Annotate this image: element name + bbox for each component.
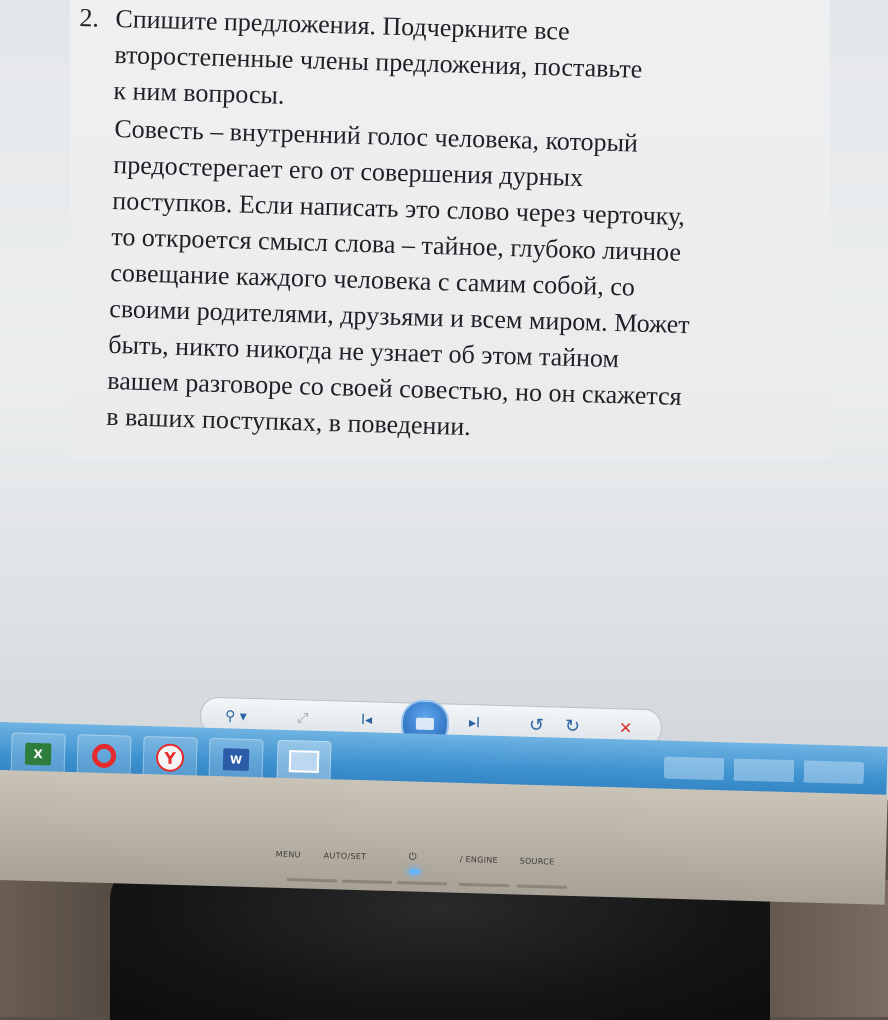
paragraph-line: вашем разговоре со своей совестью, но он скажется xyxy=(106,365,683,411)
rotate-left-button[interactable]: ↺ xyxy=(528,714,545,736)
source-label: SOURCE xyxy=(519,856,555,867)
task-instructions xyxy=(113,1,810,128)
engine-label: / ENGINE xyxy=(459,854,499,865)
taskbar-yandex[interactable] xyxy=(142,736,197,779)
menu-button[interactable] xyxy=(287,878,337,882)
menu-label: MENU xyxy=(275,849,301,860)
delete-button[interactable]: ✕ xyxy=(618,717,633,738)
autoset-button[interactable] xyxy=(342,880,392,884)
opera-icon xyxy=(92,744,117,769)
task-line: второстепенные члены предложения, поставьте xyxy=(114,39,643,84)
document-text xyxy=(68,0,810,454)
paragraph-line: предостерегает его от совершения дурных xyxy=(113,150,584,193)
exercise-paragraph xyxy=(68,110,807,454)
previous-button[interactable]: I◂ xyxy=(360,712,373,729)
fit-window-button[interactable]: ⤢ xyxy=(296,710,309,727)
rotate-right-button[interactable]: ↻ xyxy=(564,715,581,737)
next-button[interactable]: ▸I xyxy=(468,715,481,732)
task-line: Спишите предложения. Подчеркните все xyxy=(115,4,571,46)
task-line: к ним вопросы. xyxy=(113,75,285,110)
task-heading xyxy=(77,0,810,128)
photo-viewer-icon xyxy=(289,750,320,773)
paragraph-line: то откроется смысл слова – тайное, глубоко личное xyxy=(111,221,682,267)
yandex-browser-icon: Y xyxy=(156,743,185,772)
engine-button[interactable] xyxy=(459,883,509,887)
zoom-button[interactable]: ⚲ ▾ xyxy=(224,708,248,725)
word-icon: W xyxy=(223,748,250,771)
system-tray xyxy=(664,757,865,785)
taskbar-word[interactable] xyxy=(208,738,263,781)
taskbar-excel[interactable] xyxy=(11,732,66,775)
power-button[interactable] xyxy=(397,881,447,885)
paragraph-line: Совесть – внутренний голос человека, который xyxy=(114,114,639,158)
source-button[interactable] xyxy=(517,884,567,888)
power-icon: ⏻ xyxy=(408,851,417,863)
excel-icon: X xyxy=(25,743,52,766)
task-number: 2. xyxy=(79,2,100,33)
taskbar-photo-viewer[interactable] xyxy=(276,740,331,783)
autoset-label: AUTO/SET xyxy=(323,851,367,862)
slideshow-icon xyxy=(416,718,434,730)
paragraph-line: совещание каждого человека с самим собой, со xyxy=(109,257,636,302)
paragraph-line: быть, никто никогда не узнает об этом тайном xyxy=(107,329,620,374)
power-led xyxy=(409,869,419,873)
paragraph-line: поступков. Если написать это слово через черточку, xyxy=(112,185,686,231)
paragraph-line: своими родителями, друзьями и всем миром. Может xyxy=(108,293,690,340)
paragraph-line: в ваших поступках, в поведении. xyxy=(105,401,472,442)
taskbar-opera[interactable] xyxy=(77,734,132,777)
